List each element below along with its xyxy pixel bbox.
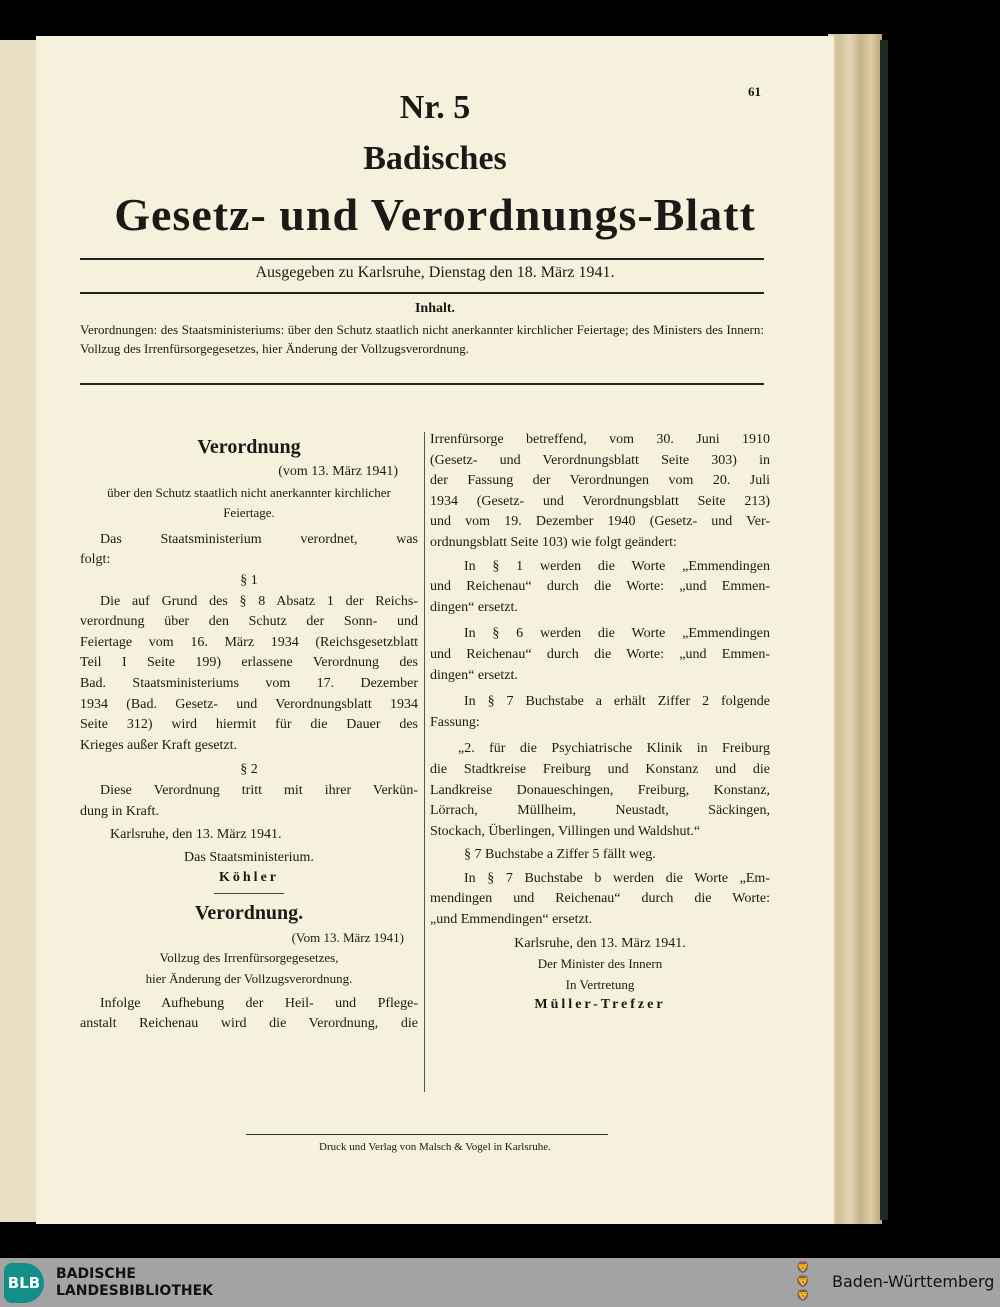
text-line: (Gesetz- und Verordnungsblatt Seite 303) in: [430, 452, 770, 468]
decree-heading-1: Verordnung: [197, 436, 301, 458]
text-line: In § 1 werden die Worte „Emmendingen: [464, 558, 770, 574]
section-heading: § 1: [240, 572, 258, 588]
contents-heading: Inhalt.: [414, 301, 456, 316]
text-line: Das Staatsministerium verordnet, was: [100, 531, 418, 547]
column-divider: [424, 432, 425, 1092]
decree-heading-2: Verordnung.: [194, 901, 304, 924]
text-line: die Stadtkreise Freiburg und Konstanz und die: [430, 761, 770, 777]
text-line: dingen“ ersetzt.: [430, 667, 518, 683]
text-line: ordnungsblatt Seite 103) wie folgt geändert:: [430, 534, 677, 550]
decree-date-2: (Vom 13. März 1941): [291, 929, 404, 945]
text-line: 1934 (Bad. Gesetz- und Verordnungsblatt 1934: [80, 696, 418, 712]
page-number: 61: [748, 84, 761, 99]
text-line: anstalt Reichenau wird die Verordnung, die: [80, 1016, 418, 1032]
text-line: Fassung:: [430, 714, 480, 730]
text-line: Krieges außer Kraft gesetzt.: [80, 737, 238, 753]
authority: Das Staatsministerium.: [184, 849, 314, 865]
text-line: Lörrach, Müllheim, Neustadt, Säckingen,: [430, 803, 770, 819]
text-line: Seite 312) wird hiermit für die Dauer des: [80, 717, 418, 733]
place-date: Karlsruhe, den 13. März 1941.: [514, 935, 686, 951]
text-line: folgt:: [80, 552, 111, 568]
decree-subject: hier Änderung der Vollzugsverordnung.: [145, 971, 353, 987]
text-line: Bad. Staatsministeriums vom 17. Dezember: [80, 675, 418, 691]
signature: Müller-Trefzer: [534, 997, 666, 1013]
masthead-line1: Badisches: [363, 140, 507, 177]
facing-page-edge: [0, 40, 36, 1222]
text-line: In § 7 Buchstabe b werden die Worte „Em-: [464, 870, 770, 886]
library-name[interactable]: [56, 1266, 213, 1300]
blb-logo[interactable]: BLB: [4, 1263, 44, 1303]
text-line: In § 6 werden die Worte „Emmendingen: [464, 626, 770, 642]
decree-subject: über den Schutz staatlich nicht anerkannter kirchlicher: [107, 484, 391, 500]
text-line: Die auf Grund des § 8 Absatz 1 der Reichs-: [100, 593, 418, 609]
state-logo-text[interactable]: Baden-Württemberg: [832, 1272, 995, 1291]
binding-strip: [880, 40, 888, 1220]
text-line: „und Emmendingen“ ersetzt.: [430, 912, 593, 928]
text-line: Landkreise Donaueschingen, Freiburg, Konstanz,: [430, 782, 770, 798]
document-page: [36, 36, 834, 1224]
text-line: dingen“ ersetzt.: [430, 599, 518, 615]
text-line: mendingen und Reichenau“ durch die Worte:: [430, 891, 770, 907]
text-line: Irrenfürsorge betreffend, vom 30. Juni 1910: [430, 432, 770, 447]
decree-subject: Vollzug des Irrenfürsorgegesetzes,: [159, 950, 339, 966]
issue-number: Nr. 5: [399, 89, 471, 126]
text-line: 1934 (Gesetz- und Verordnungsblatt Seite 213): [430, 493, 770, 509]
text-line: Infolge Aufhebung der Heil- und Pflege-: [100, 995, 418, 1011]
rule: [80, 292, 764, 294]
decree-subject: Feiertage.: [223, 505, 275, 521]
text-line: der Fassung der Verordnungen vom 20. Juli: [430, 473, 770, 489]
rule: [80, 258, 764, 260]
imprint: Druck und Verlag von Malsch & Vogel in Karlsruhe.: [319, 1141, 551, 1153]
text-line: In § 7 Buchstabe a erhält Ziffer 2 folgende: [464, 694, 770, 710]
signature: Köhler: [219, 870, 279, 886]
viewer-footer: [0, 1258, 1000, 1307]
text-line: und Reichenau“ durch die Worte: „und Emmen-: [430, 579, 770, 595]
issue-date: Ausgegeben zu Karlsruhe, Dienstag den 18. März 1941.: [255, 264, 615, 281]
text-line: und vom 19. Dezember 1940 (Gesetz- und Ver-: [430, 514, 770, 530]
library-name-line2: LANDESBIBLIOTHEK: [56, 1283, 214, 1299]
text-line: Teil I Seite 199) erlassene Verordnung des: [80, 655, 418, 671]
text-line: § 7 Buchstabe a Ziffer 5 fällt weg.: [464, 847, 656, 863]
page-stack-edge: [828, 34, 882, 1224]
right-column: [430, 430, 770, 1016]
text-line: Stockach, Überlingen, Villingen und Waldshut.“: [430, 823, 701, 839]
text-line: und Reichenau“ durch die Worte: „und Emmen-: [430, 646, 770, 662]
rule: [80, 383, 764, 385]
divider: [214, 893, 284, 894]
authority: Der Minister des Innern: [537, 956, 663, 972]
text-line: dung in Kraft.: [80, 803, 159, 819]
text-line: Feiertage vom 16. März 1934 (Reichsgesetzblatt: [80, 634, 418, 650]
left-column: [80, 432, 418, 1035]
masthead-title: Gesetz- und Verordnungs-Blatt: [114, 189, 756, 240]
section-heading: § 2: [240, 762, 258, 778]
place-date: Karlsruhe, den 13. März 1941.: [110, 827, 282, 843]
lions-coat-of-arms-icon: 🦁 🦁 🦁: [796, 1262, 810, 1302]
contents-text: Verordnungen: des Staatsministeriums: über den Schutz staatlich nicht anerkannter kirchlicher Feiertage; des Ministers des Innern: Vollzug des Irrenfürsorgegesetzes, hier Änderung der Vollzugsverordnung.: [80, 322, 764, 356]
imprint-rule: [246, 1134, 608, 1135]
text-line: verordnung über den Schutz der Sonn- und: [80, 614, 418, 630]
library-name-line1: BADISCHE: [56, 1266, 136, 1282]
text-line: „2. für die Psychiatrische Klinik in Freiburg: [458, 741, 770, 757]
deputy: In Vertretung: [565, 976, 635, 992]
decree-date-1: (vom 13. März 1941): [278, 464, 398, 479]
text-line: Diese Verordnung tritt mit ihrer Verkün-: [100, 782, 418, 798]
